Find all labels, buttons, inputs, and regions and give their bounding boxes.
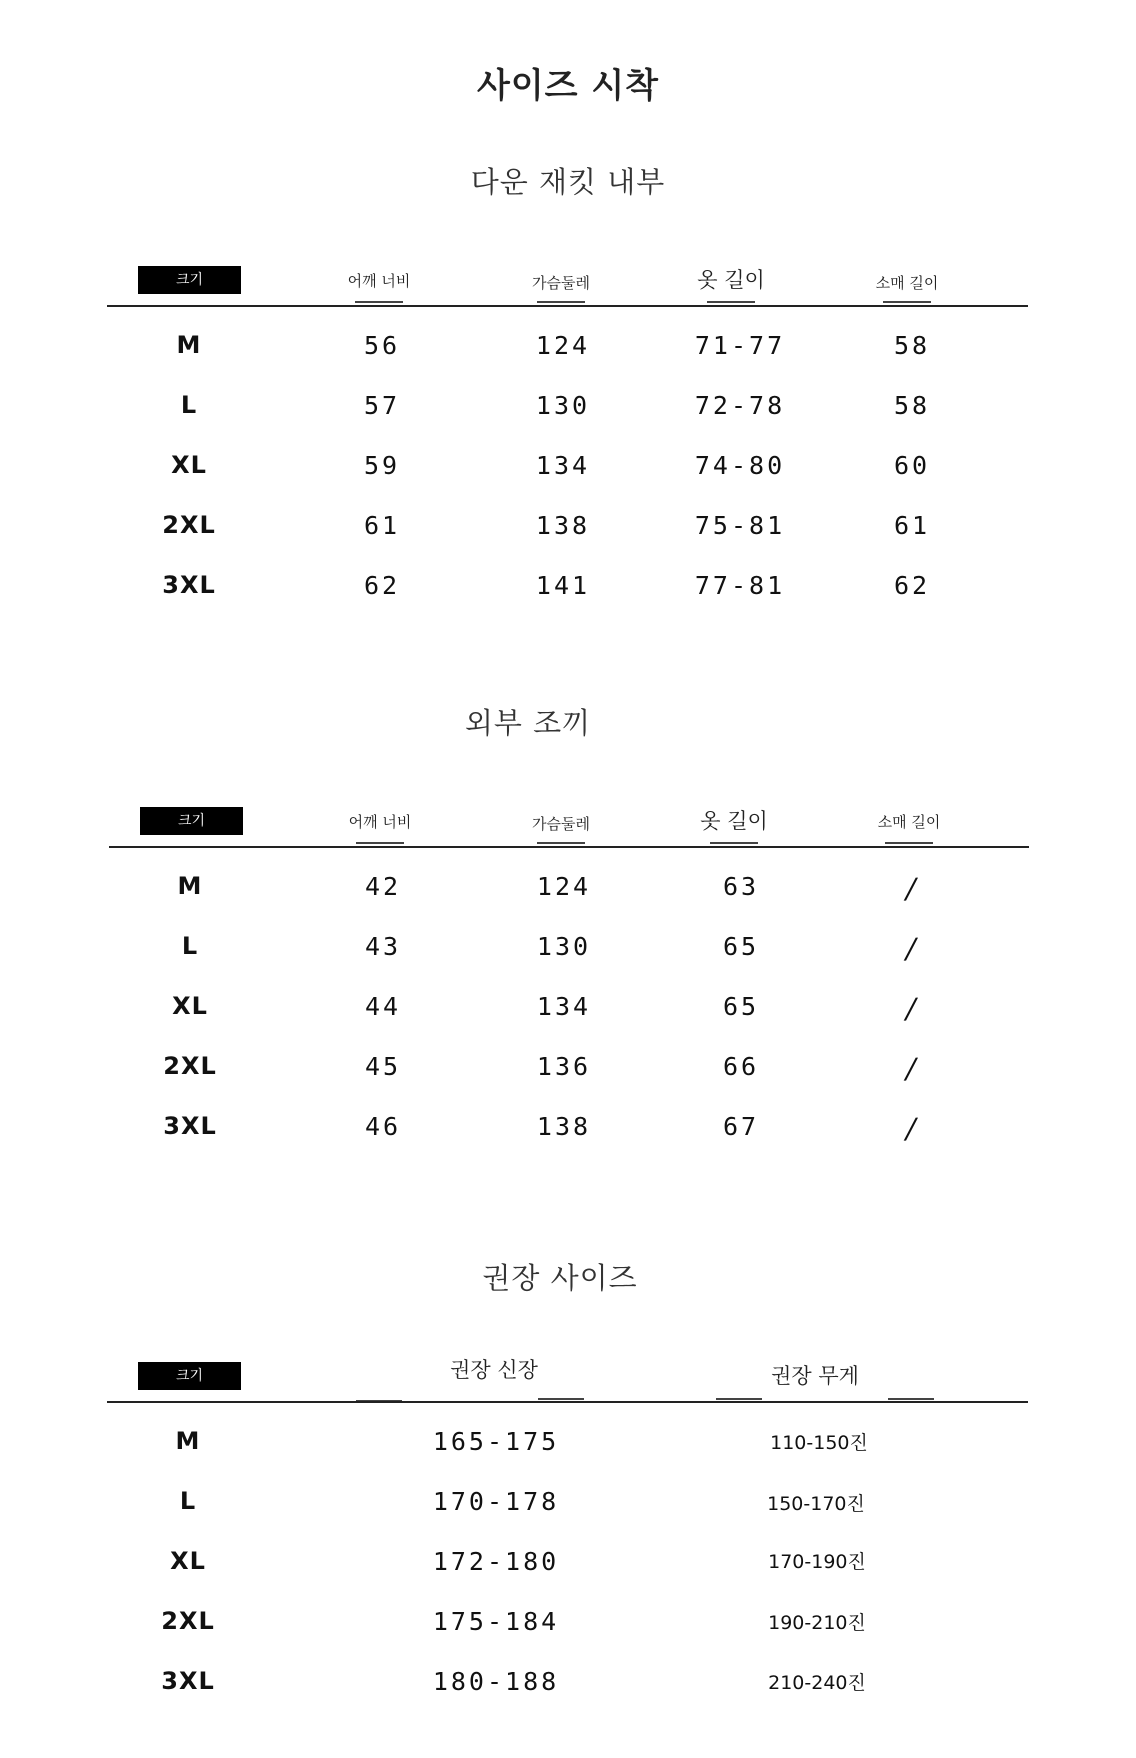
header-underline bbox=[537, 301, 585, 303]
weight-cell: 150-170진 bbox=[767, 1493, 865, 1515]
header-recommended-height: 권장 신장 bbox=[450, 1358, 538, 1382]
header-sleeve-length: 소매 길이 bbox=[875, 274, 939, 292]
header-chest: 가슴둘레 bbox=[532, 274, 590, 292]
shoulder-cell: 62 bbox=[363, 571, 401, 600]
header-underline bbox=[883, 301, 931, 303]
size-cell: 3XL bbox=[163, 1112, 217, 1140]
chest-cell: 138 bbox=[535, 511, 591, 540]
size-cell: 3XL bbox=[161, 1667, 215, 1695]
header-shoulder-width: 어깨 너비 bbox=[347, 272, 411, 290]
chest-cell: 138 bbox=[536, 1112, 592, 1141]
length-cell: 65 bbox=[722, 932, 760, 961]
length-cell: 75-81 bbox=[694, 511, 786, 540]
chest-cell: 130 bbox=[535, 391, 591, 420]
chest-cell: 136 bbox=[536, 1052, 592, 1081]
sleeve-cell: 60 bbox=[893, 451, 931, 480]
size-column-badge: 크기 bbox=[138, 266, 241, 294]
size-column-badge: 크기 bbox=[138, 1362, 241, 1390]
size-cell: 2XL bbox=[161, 1607, 215, 1635]
down-jacket-title: 다운 재킷 내부 bbox=[470, 165, 666, 199]
header-underline bbox=[716, 1398, 762, 1400]
weight-cell: 210-240진 bbox=[768, 1672, 866, 1694]
length-cell: 72-78 bbox=[694, 391, 786, 420]
shoulder-cell: 56 bbox=[363, 331, 401, 360]
length-cell: 66 bbox=[722, 1052, 760, 1081]
length-cell: 63 bbox=[722, 872, 760, 901]
header-shoulder-width: 어깨 너비 bbox=[348, 813, 412, 831]
height-cell: 165-175 bbox=[432, 1427, 560, 1456]
length-cell: 71-77 bbox=[694, 331, 786, 360]
weight-cell: 170-190진 bbox=[768, 1551, 866, 1573]
sleeve-cell: 62 bbox=[893, 571, 931, 600]
sleeve-cell: / bbox=[902, 992, 920, 1025]
shoulder-cell: 45 bbox=[364, 1052, 402, 1081]
size-cell: M bbox=[177, 872, 203, 900]
size-cell: M bbox=[176, 331, 202, 359]
header-underline bbox=[888, 1398, 934, 1400]
weight-cell: 110-150진 bbox=[770, 1432, 868, 1454]
sleeve-cell: / bbox=[902, 1052, 920, 1085]
recommended-title: 권장 사이즈 bbox=[482, 1261, 638, 1295]
header-underline bbox=[355, 301, 403, 303]
table-divider bbox=[109, 846, 1029, 848]
size-cell: L bbox=[181, 932, 199, 960]
table-divider bbox=[107, 305, 1028, 307]
header-underline bbox=[538, 1398, 584, 1400]
weight-cell: 190-210진 bbox=[768, 1612, 866, 1634]
length-cell: 65 bbox=[722, 992, 760, 1021]
shoulder-cell: 59 bbox=[363, 451, 401, 480]
chest-cell: 124 bbox=[535, 331, 591, 360]
size-cell: 2XL bbox=[162, 511, 216, 539]
shoulder-cell: 43 bbox=[364, 932, 402, 961]
length-cell: 77-81 bbox=[694, 571, 786, 600]
sleeve-cell: 61 bbox=[893, 511, 931, 540]
size-cell: M bbox=[175, 1427, 201, 1455]
outer-vest-title: 외부 조끼 bbox=[464, 706, 592, 740]
header-chest: 가슴둘레 bbox=[532, 815, 590, 833]
shoulder-cell: 42 bbox=[364, 872, 402, 901]
header-underline bbox=[707, 301, 755, 303]
header-underline bbox=[710, 842, 758, 844]
sleeve-cell: / bbox=[902, 932, 920, 965]
header-underline bbox=[885, 842, 933, 844]
size-cell: L bbox=[180, 391, 198, 419]
height-cell: 180-188 bbox=[432, 1667, 560, 1696]
sleeve-cell: 58 bbox=[893, 331, 931, 360]
shoulder-cell: 61 bbox=[363, 511, 401, 540]
sleeve-cell: / bbox=[902, 872, 920, 905]
height-cell: 172-180 bbox=[432, 1547, 560, 1576]
chest-cell: 134 bbox=[535, 451, 591, 480]
header-underline bbox=[537, 842, 585, 844]
height-cell: 175-184 bbox=[432, 1607, 560, 1636]
height-cell: 170-178 bbox=[432, 1487, 560, 1516]
sleeve-cell: 58 bbox=[893, 391, 931, 420]
size-column-badge: 크기 bbox=[140, 807, 243, 835]
header-recommended-weight: 권장 무게 bbox=[771, 1364, 859, 1388]
sleeve-cell: / bbox=[902, 1112, 920, 1145]
header-garment-length: 옷 길이 bbox=[700, 809, 768, 833]
size-cell: L bbox=[179, 1487, 197, 1515]
header-garment-length: 옷 길이 bbox=[697, 268, 765, 292]
chest-cell: 124 bbox=[536, 872, 592, 901]
length-cell: 74-80 bbox=[694, 451, 786, 480]
shoulder-cell: 57 bbox=[363, 391, 401, 420]
chest-cell: 134 bbox=[536, 992, 592, 1021]
shoulder-cell: 46 bbox=[364, 1112, 402, 1141]
length-cell: 67 bbox=[722, 1112, 760, 1141]
page-title: 사이즈 시착 bbox=[476, 66, 660, 106]
table-divider bbox=[107, 1401, 1028, 1403]
chest-cell: 130 bbox=[536, 932, 592, 961]
size-cell: XL bbox=[171, 451, 207, 479]
size-cell: XL bbox=[172, 992, 208, 1020]
header-underline bbox=[356, 842, 404, 844]
size-cell: 2XL bbox=[163, 1052, 217, 1080]
header-sleeve-length: 소매 길이 bbox=[877, 813, 941, 831]
size-cell: XL bbox=[170, 1547, 206, 1575]
size-cell: 3XL bbox=[162, 571, 216, 599]
chest-cell: 141 bbox=[535, 571, 591, 600]
shoulder-cell: 44 bbox=[364, 992, 402, 1021]
